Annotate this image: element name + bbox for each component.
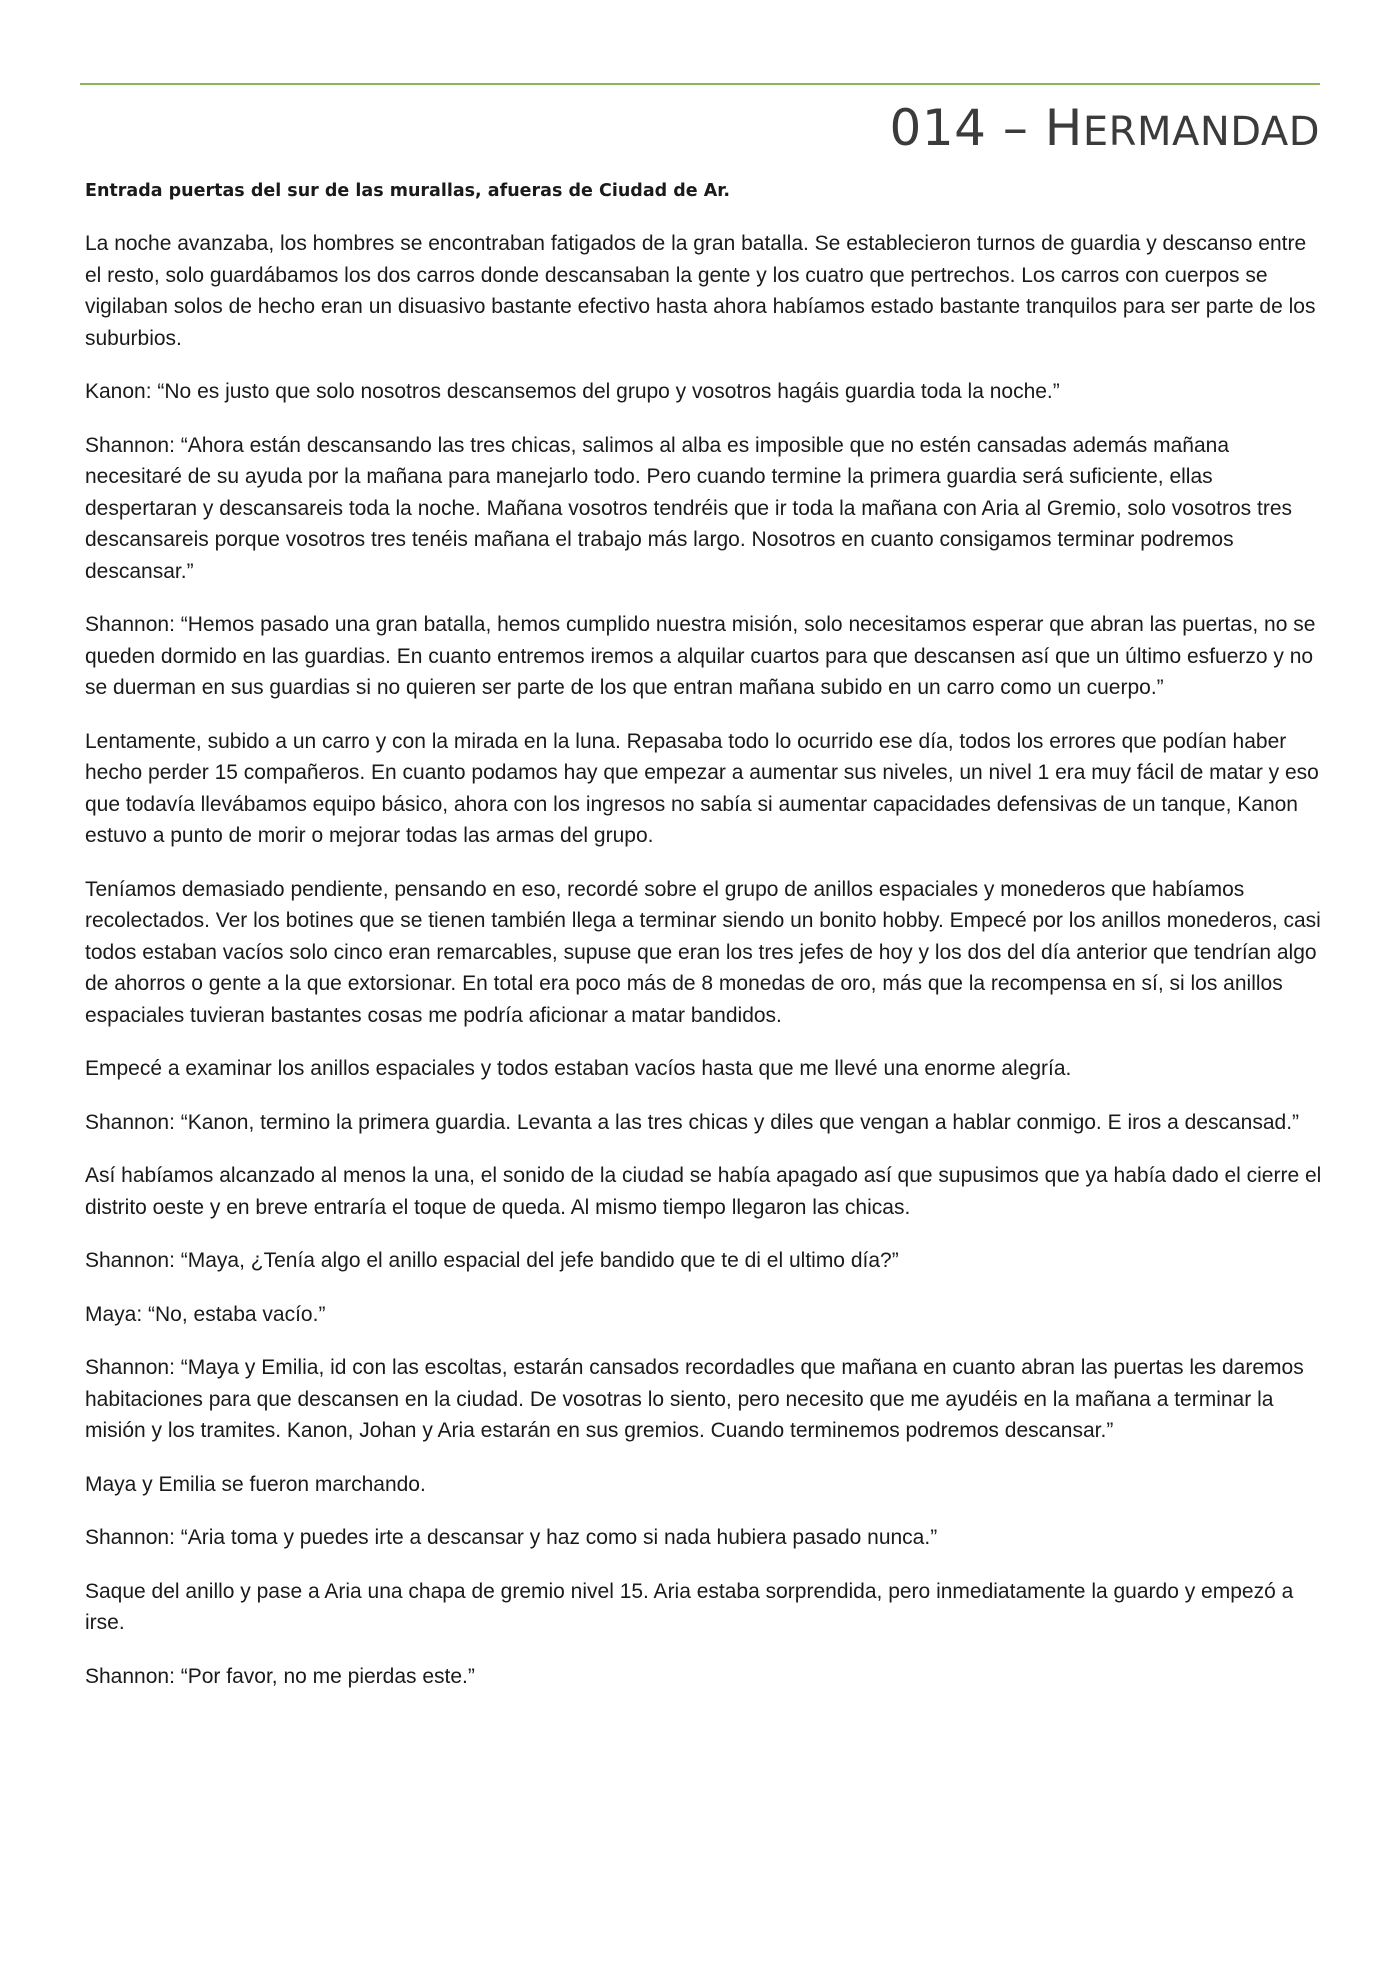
paragraph: La noche avanzaba, los hombres se encontraban fatigados de la gran batalla. Se establecieron turnos de guardia y descanso entre el resto, solo guardábamos los dos carros donde descansaban la gente y los cuatro que pertrechos. Los carros con cuerpos se vigilaban solos de hecho eran un disuasivo bastante efectivo hasta ahora habíamos estado bastante tranquilos para ser parte de los suburbios. — [85, 232, 1316, 350]
paragraph: Empecé a examinar los anillos espaciales y todos estaban vacíos hasta que me llevé una enorme alegría. — [85, 1057, 1072, 1080]
paragraph: Shannon: “Maya, ¿Tenía algo el anillo espacial del jefe bandido que te di el ultimo día?” — [85, 1249, 899, 1272]
chapter-title — [890, 98, 1320, 162]
scene-heading: Entrada puertas del sur de las murallas, afueras de Ciudad de Ar. — [85, 181, 731, 201]
chapter-title-rest: ERMANDAD — [1082, 109, 1320, 155]
paragraph: Lentamente, subido a un carro y con la mirada en la luna. Repasaba todo lo ocurrido ese día, todos los errores que podían haber hecho perder 15 compañeros. En cuanto podamos hay que empezar a aumentar sus niveles, un nivel 1 era muy fácil de matar y eso que todavía llevábamos equipo básico, ahora con los ingresos no sabía si aumentar capacidades defensivas de un tanque, Kanon estuvo a punto de morir o mejorar todas las armas del grupo. — [85, 729, 1319, 847]
chapter-title-initial: H — [1044, 99, 1083, 157]
document-body — [85, 178, 1323, 1714]
chapter-number: 014 – — [889, 99, 1045, 157]
paragraph: Saque del anillo y pase a Aria una chapa de gremio nivel 15. Aria estaba sorprendida, pero inmediatamente la guardo y empezó a irse. — [85, 1579, 1294, 1634]
paragraph: Maya y Emilia se fueron marchando. — [85, 1472, 426, 1496]
paragraph: Shannon: “Aria toma y puedes irte a descansar y haz como si nada hubiera pasado nunca.” — [85, 1526, 938, 1549]
paragraph: Maya: “No, estaba vacío.” — [85, 1302, 326, 1326]
paragraph: Teníamos demasiado pendiente, pensando en eso, recordé sobre el grupo de anillos espaciales y monederos que habíamos recolectados. Ver los botines que se tienen también llega a terminar siendo un bonito hobby. Empecé por los anillos monederos, casi todos estaban vacíos solo cinco eran remarcables, supuse que eran los tres jefes de hoy y los dos del día anterior que tendrían algo de ahorros o gente a la que extorsionar. En total era poco más de 8 monedas de oro, más que la recompensa en sí, si los anillos espaciales tuvieran bastantes cosas me podría aficionar a matar bandidos. — [85, 877, 1321, 1027]
paragraph: Shannon: “Kanon, termino la primera guardia. Levanta a las tres chicas y diles que vengan a hablar conmigo. E iros a descansad.” — [85, 1110, 1300, 1134]
header-rule — [80, 83, 1320, 85]
paragraph: Así habíamos alcanzado al menos la una, el sonido de la ciudad se había apagado así que supusimos que ya había dado el cierre el distrito oeste y en breve entraría el toque de queda. Al mismo tiempo llegaron las chicas. — [85, 1164, 1322, 1219]
paragraph: Kanon: “No es justo que solo nosotros descansemos del grupo y vosotros hagáis guardia toda la noche.” — [85, 380, 1060, 403]
paragraph: Shannon: “Maya y Emilia, id con las escoltas, estarán cansados recordadles que mañana en cuanto abran las puertas les daremos habitaciones para que descansen en la ciudad. De vosotras lo siento, pero necesito que me ayudéis en la mañana a terminar la misión y los tramites. Kanon, Johan y Aria estarán en sus gremios. Cuando terminemos podremos descansar.” — [85, 1356, 1304, 1442]
paragraph: Shannon: “Ahora están descansando las tres chicas, salimos al alba es imposible que no estén cansadas además mañana necesitaré de su ayuda por la mañana para manejarlo todo. Pero cuando termine la primera guardia será suficiente, ellas despertaran y descansareis toda la noche. Mañana vosotros tendréis que ir toda la mañana con Aria al Gremio, solo vosotros tres descansareis porque vosotros tres tenéis mañana el trabajo más largo. Nosotros en cuanto consigamos terminar podremos descansar.” — [85, 433, 1292, 583]
paragraph: Shannon: “Por favor, no me pierdas este.” — [85, 1664, 475, 1688]
paragraph: Shannon: “Hemos pasado una gran batalla, hemos cumplido nuestra misión, solo necesitamos esperar que abran las puertas, no se queden dormido en las guardias. En cuanto entremos iremos a alquilar cuartos para que descansen así que un último esfuerzo y no se duerman en sus guardias si no quieren ser parte de los que entran mañana subido en un carro como un cuerpo.” — [85, 613, 1316, 699]
